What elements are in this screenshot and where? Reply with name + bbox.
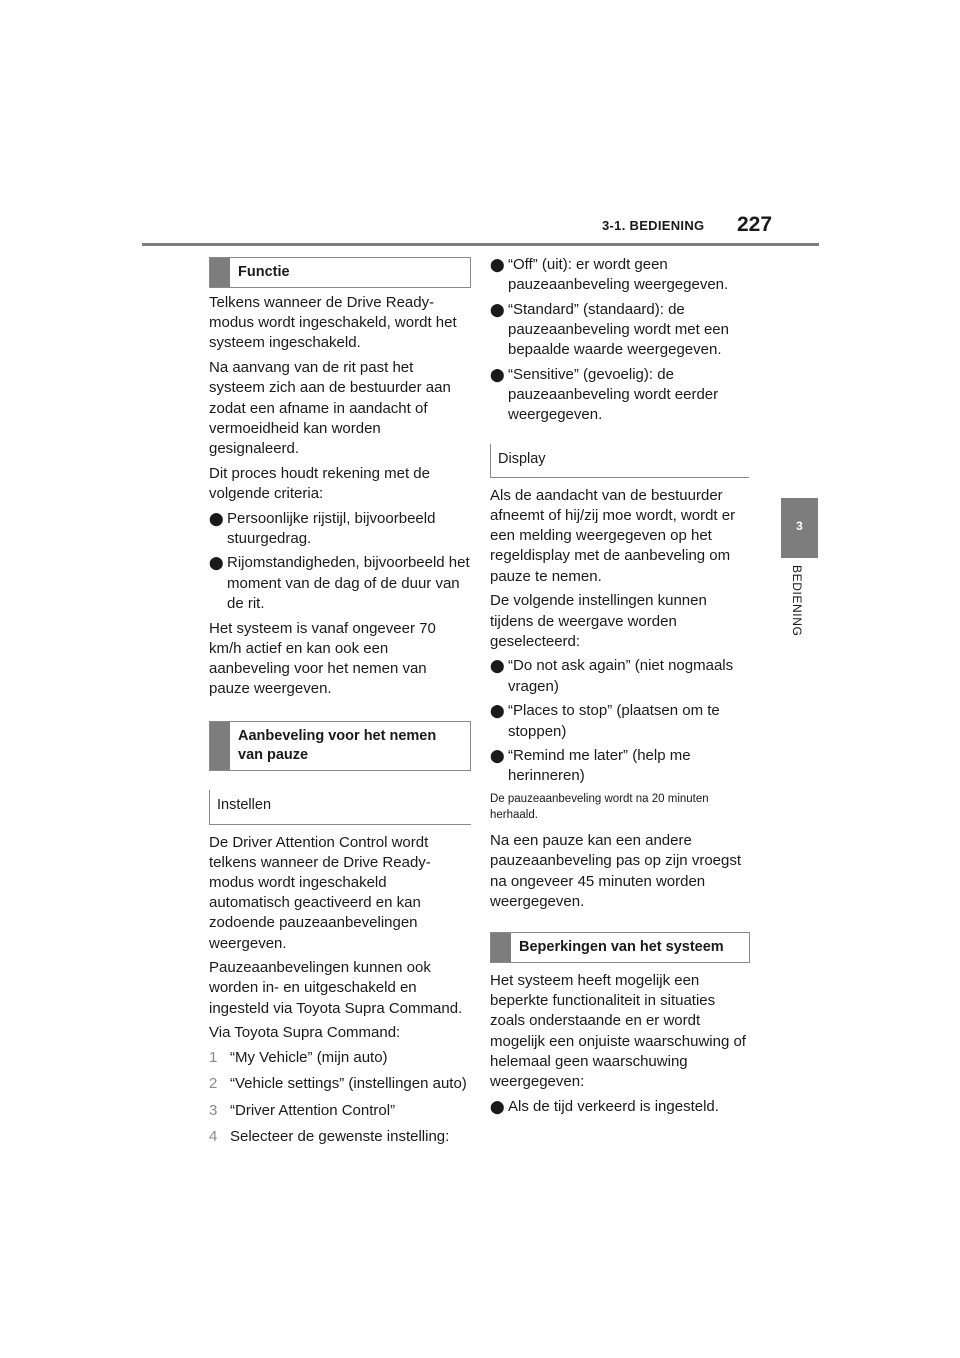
list-item: ⬤ “Sensitive” (gevoelig): de pauzeaanbeveling wordt eerder weergegeven. (490, 365, 752, 426)
paragraph: Na een pauze kan een andere pauzeaanbeveling pas op zijn vroegst na ongeveer 45 minuten worden weergegeven. (490, 832, 742, 910)
list-item: ⬤ Als de tijd verkeerd is ingesteld. (490, 1097, 752, 1117)
left-column (209, 257, 471, 1153)
page-number: 227 (737, 213, 773, 236)
list-item: ⬤ “Off” (uit): er wordt geen pauzeaanbeveling weergegeven. (490, 255, 752, 295)
section-title: 3-1. BEDIENING (602, 218, 705, 233)
list-item: ⬤ “Standard” (standaard): de pauzeaanbeveling wordt met een bepaalde waarde weergegeven. (490, 300, 752, 361)
list-item: ⬤ Rijomstandigheden, bijvoorbeeld het moment van de dag of de duur van de rit. (209, 553, 471, 614)
step-item: 4 Selecteer de gewenste instelling: (209, 1127, 450, 1145)
heading-functie: Functie (209, 257, 471, 288)
bullet-icon: ⬤ (490, 748, 505, 764)
list-item: ⬤ “Places to stop” (plaatsen om te stoppen) (490, 701, 752, 741)
list-item: ⬤ “Do not ask again” (niet nogmaals vragen) (490, 656, 752, 696)
subheading-instellen: Instellen (209, 790, 471, 824)
list-item: ⬤ “Remind me later” (help me herinneren) (490, 746, 752, 786)
subheading-display: Display (490, 444, 749, 478)
step-item: 1 “My Vehicle” (mijn auto) (209, 1049, 388, 1067)
bullet-icon: ⬤ (209, 510, 224, 526)
heading-aanbeveling: Aanbeveling voor het nemen van pauze (209, 721, 471, 771)
bullet-icon: ⬤ (490, 703, 505, 719)
paragraph: De Driver Attention Control wordt telkens wanneer de Drive Ready-modus wordt ingeschakeld automatisch geactiveerd en kan zodoende pauzeaanbevelingen weergeven. (209, 833, 431, 952)
header-rule (142, 243, 819, 246)
paragraph: Na aanvang van de rit past het systeem zich aan de bestuurder aan zodat een afname in aandacht of vermoeidheid kan worden gesignaleerd. (209, 359, 451, 457)
note: De pauzeaanbeveling wordt na 20 minuten herhaald. (490, 793, 709, 822)
step-item: 2 “Vehicle settings” (instellingen auto) (209, 1075, 467, 1093)
bullet-icon: ⬤ (490, 257, 505, 272)
bullet-icon: ⬤ (490, 1098, 505, 1114)
heading-beperkingen: Beperkingen van het systeem (490, 932, 750, 963)
paragraph: Het systeem heeft mogelijk een beperkte functionaliteit in situaties zoals onderstaande en er wordt mogelijk een onjuiste waarschuwing of helemaal geen waarschuwing weergegeven: (490, 971, 746, 1090)
paragraph: De volgende instellingen kunnen tijdens de weergave worden geselecteerd: (490, 592, 707, 650)
chapter-number: 3 (796, 519, 803, 533)
paragraph: Telkens wanneer de Drive Ready-modus wordt ingeschakeld, wordt het systeem ingeschakeld. (209, 294, 457, 352)
paragraph: Via Toyota Supra Command: (209, 1024, 401, 1042)
paragraph: Het systeem is vanaf ongeveer 70 km/h actief en kan ook een aanbeveling voor het nemen van pauze weergeven. (209, 619, 436, 698)
bullet-icon: ⬤ (490, 367, 505, 383)
list-item: ⬤ Persoonlijke rijstijl, bijvoorbeeld stuurgedrag. (209, 509, 471, 549)
step-item: 3 “Driver Attention Control” (209, 1101, 396, 1119)
bullet-icon: ⬤ (490, 301, 505, 317)
bullet-icon: ⬤ (209, 555, 224, 571)
paragraph: Als de aandacht van de bestuurder afneemt of hij/zij moe wordt, wordt er een melding weergegeven op het regeldisplay met de aanbeveling om pauze te nemen. (490, 486, 736, 585)
chapter-label: BEDIENING (790, 565, 804, 637)
bullet-icon: ⬤ (490, 658, 505, 674)
right-column (490, 255, 752, 1121)
paragraph: Pauzeaanbevelingen kunnen ook worden in- en uitgeschakeld en ingesteld via Toyota Supra Command. (209, 959, 463, 1017)
paragraph: Dit proces houdt rekening met de volgende criteria: (209, 464, 430, 502)
